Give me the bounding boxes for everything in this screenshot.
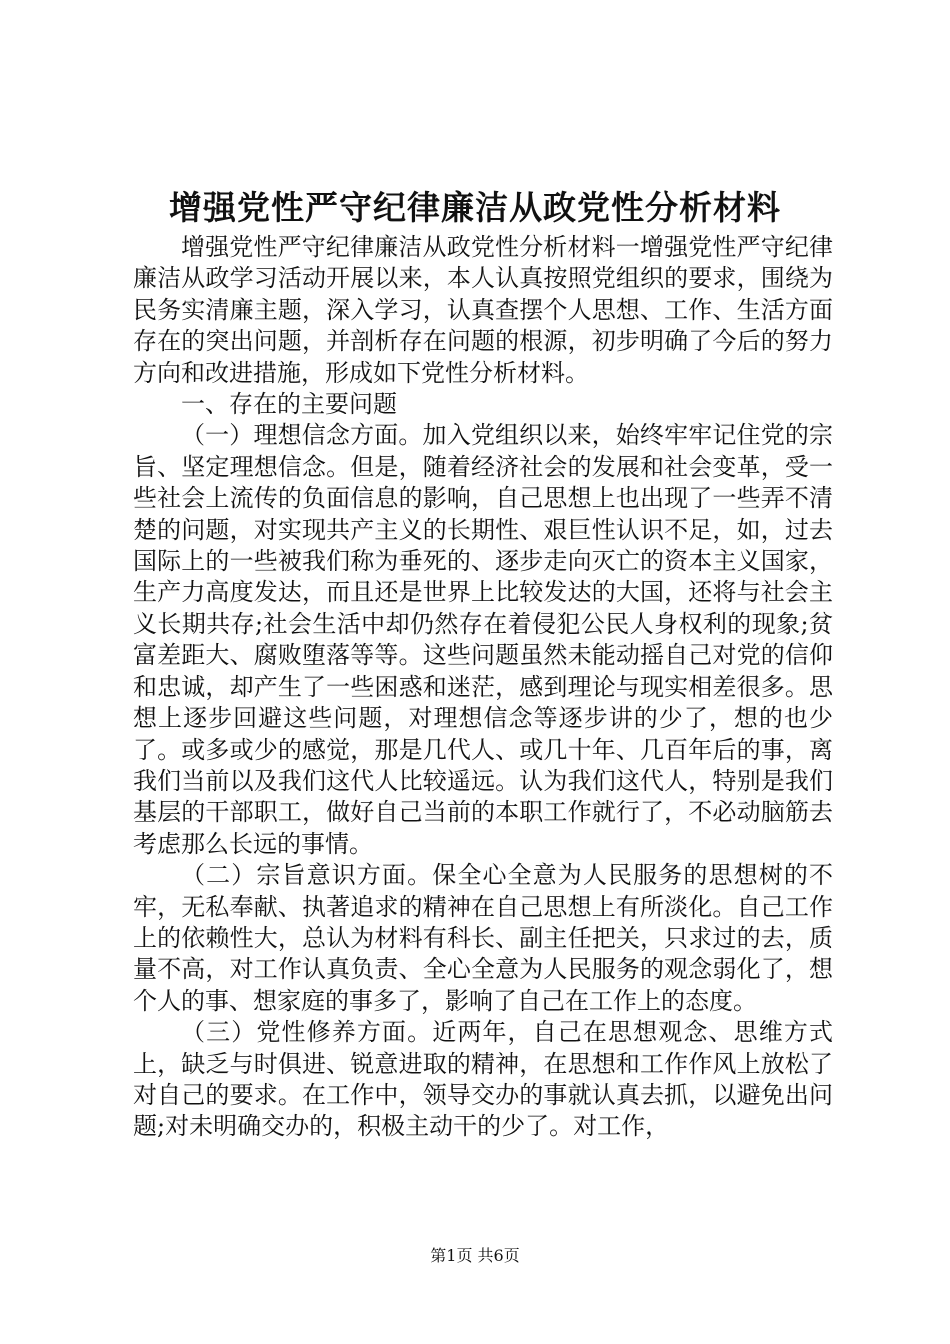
section-heading-problems: 一、存在的主要问题 bbox=[181, 390, 397, 419]
paragraph-party-cultivation: （三）党性修养方面。近两年，自己在思想观念、思维方式上，缺乏与时俱进、锐意进取的精神，在思想和工作作风上放松了对自己的要求。在工作中，领导交办的事就认真去抓，以避免出问题;对未明确交办的，积极主动干的少了。对工作， bbox=[133, 1018, 833, 1141]
paragraph-purpose-awareness: （二）宗旨意识方面。保全心全意为人民服务的思想树的不牢，无私奉献、执著追求的精神在自己思想上有所淡化。自己工作上的依赖性大，总认为材料有科长、副主任把关，只求过的去，质量不高，对工作认真负责、全心全意为人民服务的观念弱化了，想个人的事、想家庭的事多了，影响了自己在工作上的态度。 bbox=[133, 861, 833, 1015]
paragraph-ideals-beliefs: （一）理想信念方面。加入党组织以来，始终牢牢记住党的宗旨、坚定理想信念。但是，随着经济社会的发展和社会变革，受一些社会上流传的负面信息的影响，自己思想上也出现了一些弄不清楚的问题，对实现共产主义的长期性、艰巨性认识不足，如，过去国际上的一些被我们称为垂死的、逐步走向灭亡的资本主义国家，生产力高度发达，而且还是世界上比较发达的大国，还将与社会主义长期共存;社会生活中却仍然存在着侵犯公民人身权利的现象;贫富差距大、腐败堕落等等。这些问题虽然未能动摇自己对党的信仰和忠诚，却产生了一些困惑和迷茫，感到理论与现实相差很多。思想上逐步回避这些问题，对理想信念等逐步讲的少了，想的也少了。或多或少的感觉，那是几代人、或几十年、几百年后的事，离我们当前以及我们这代人比较遥远。认为我们这代人，特别是我们基层的干部职工，做好自己当前的本职工作就行了，不必动脑筋去考虑那么长远的事情。 bbox=[133, 421, 833, 858]
document-title: 增强党性严守纪律廉洁从政党性分析材料 bbox=[169, 188, 781, 227]
document-body bbox=[133, 232, 833, 1143]
intro-paragraph: 增强党性严守纪律廉洁从政党性分析材料一增强党性严守纪律廉洁从政学习活动开展以来，本人认真按照党组织的要求，围绕为民务实清廉主题，深入学习，认真查摆个人思想、工作、生活方面存在的突出问题，并剖析存在问题的根源，初步明确了今后的努力方向和改进措施，形成如下党性分析材料。 bbox=[133, 233, 833, 387]
page-footer: 第1页 共6页 bbox=[430, 1246, 520, 1265]
